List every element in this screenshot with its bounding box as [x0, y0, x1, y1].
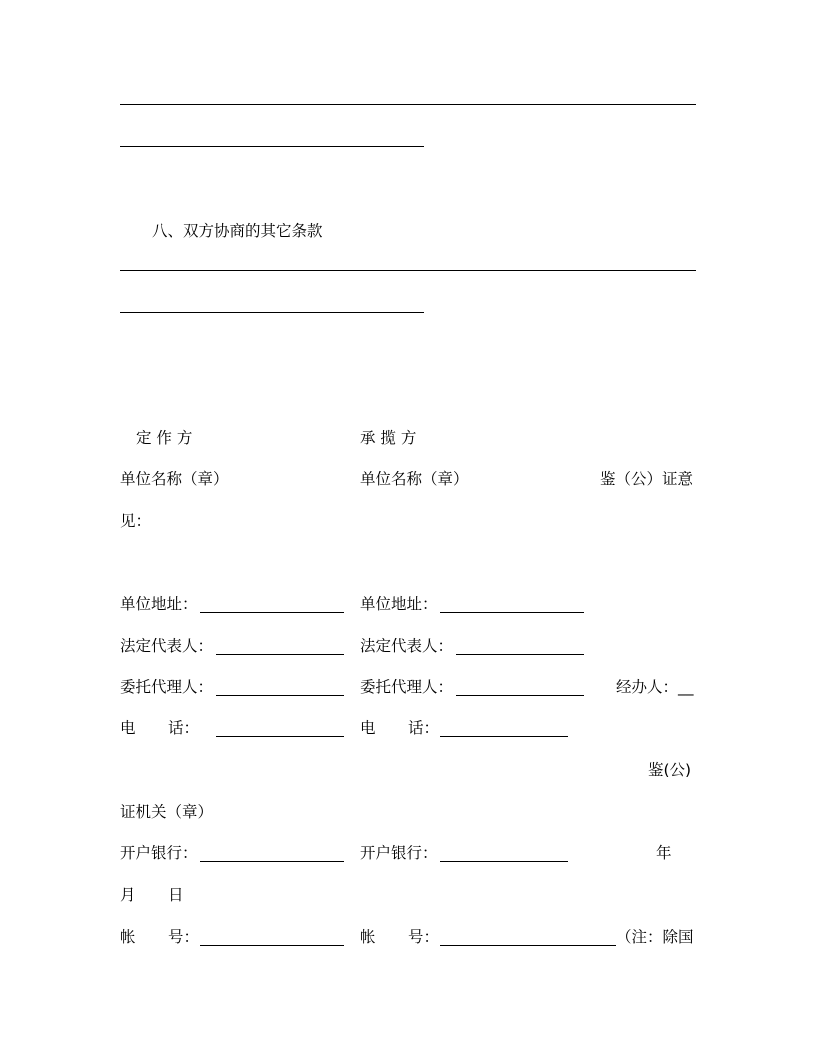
fill-line-2	[120, 146, 424, 147]
unit-name-left: 单位名称（章）	[120, 470, 229, 488]
account-label-right-char2: 号：	[408, 928, 440, 946]
phone-field-left[interactable]	[216, 736, 344, 737]
agent-field-right[interactable]	[456, 695, 584, 696]
bank-label-right: 开户银行：	[360, 844, 438, 862]
handler-label: 经办人：__	[616, 678, 694, 696]
bank-label-left: 开户银行：	[120, 844, 198, 862]
agent-label-left: 委托代理人：	[120, 678, 214, 696]
day-label: 日	[168, 886, 184, 904]
phone-label-right-char2: 话：	[408, 719, 440, 737]
phone-label-right-char1: 电	[360, 719, 376, 737]
party-left-heading: 定 作 方	[136, 429, 193, 447]
account-field-left[interactable]	[200, 945, 344, 946]
bank-field-right[interactable]	[440, 861, 568, 862]
fill-line-3	[120, 270, 696, 271]
legal-rep-label-right: 法定代表人：	[360, 637, 454, 655]
notary-org-label: 鉴(公)	[648, 761, 692, 779]
month-label: 月	[120, 886, 136, 904]
legal-rep-field-right[interactable]	[456, 654, 584, 655]
address-field-left[interactable]	[200, 612, 344, 613]
legal-rep-field-left[interactable]	[216, 654, 344, 655]
party-right-heading: 承 揽 方	[360, 429, 417, 447]
unit-name-right: 单位名称（章）	[360, 470, 469, 488]
agent-label-right: 委托代理人：	[360, 678, 454, 696]
account-label-left-char2: 号：	[168, 928, 200, 946]
fill-line-4	[120, 312, 424, 313]
address-field-right[interactable]	[440, 612, 584, 613]
account-field-right[interactable]	[440, 945, 616, 946]
phone-label-left-char2: 话：	[168, 719, 200, 737]
phone-field-right[interactable]	[440, 736, 568, 737]
address-label-right: 单位地址：	[360, 595, 438, 613]
legal-rep-label-left: 法定代表人：	[120, 637, 214, 655]
account-label-right-char1: 帐	[360, 928, 376, 946]
note-text: （注：除国	[616, 928, 694, 946]
year-label: 年	[656, 844, 672, 862]
agent-field-left[interactable]	[216, 695, 344, 696]
clause-8-title: 八、双方协商的其它条款	[152, 222, 323, 240]
notary-opinion-label-cont: 见：	[120, 512, 152, 530]
address-label-left: 单位地址：	[120, 595, 198, 613]
notary-opinion-label: 鉴（公）证意	[600, 470, 694, 488]
bank-field-left[interactable]	[200, 861, 344, 862]
fill-line-text	[120, 95, 696, 115]
account-label-left-char1: 帐	[120, 928, 136, 946]
notary-org-label-cont: 证机关（章）	[120, 803, 214, 821]
phone-label-left-char1: 电	[120, 719, 136, 737]
